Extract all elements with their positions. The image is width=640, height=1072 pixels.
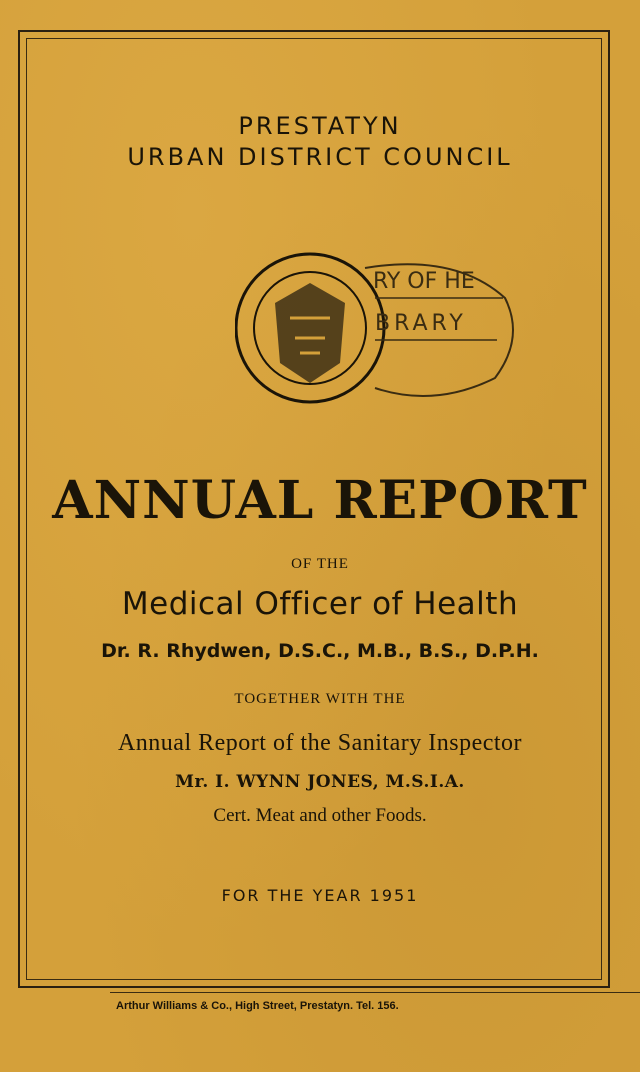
doctor-name: Dr. R. Rhydwen, D.S.C., M.B., B.S., D.P.H. [101, 640, 539, 662]
of-the-line: OF THE [291, 556, 349, 572]
printer-imprint: Arthur Williams & Co., High Street, Prestatyn. Tel. 156. [116, 1000, 399, 1012]
together-line: TOGETHER WITH THE [234, 691, 406, 707]
council-name-line2: URBAN DISTRICT COUNCIL [127, 143, 513, 171]
footer-rule [110, 992, 640, 993]
officer-title: Medical Officer of Health [121, 586, 519, 622]
inspector-name: Mr. I. WYNN JONES, M.S.I.A. [175, 772, 465, 792]
report-title: ANNUAL REPORT [52, 470, 588, 531]
library-stamp-icon [365, 264, 513, 396]
report-year: FOR THE YEAR 1951 [221, 886, 419, 905]
inspector-certification: Cert. Meat and other Foods. [213, 805, 427, 826]
council-seal-and-library-stamp [235, 248, 525, 408]
stamp-text-top: RY OF HE [373, 269, 475, 294]
inspector-report-title: Annual Report of the Sanitary Inspector [117, 730, 523, 756]
council-seal-icon [236, 254, 384, 402]
stamp-text-middle: BRARY [375, 311, 467, 336]
council-name-line1: PRESTATYN [238, 112, 402, 140]
